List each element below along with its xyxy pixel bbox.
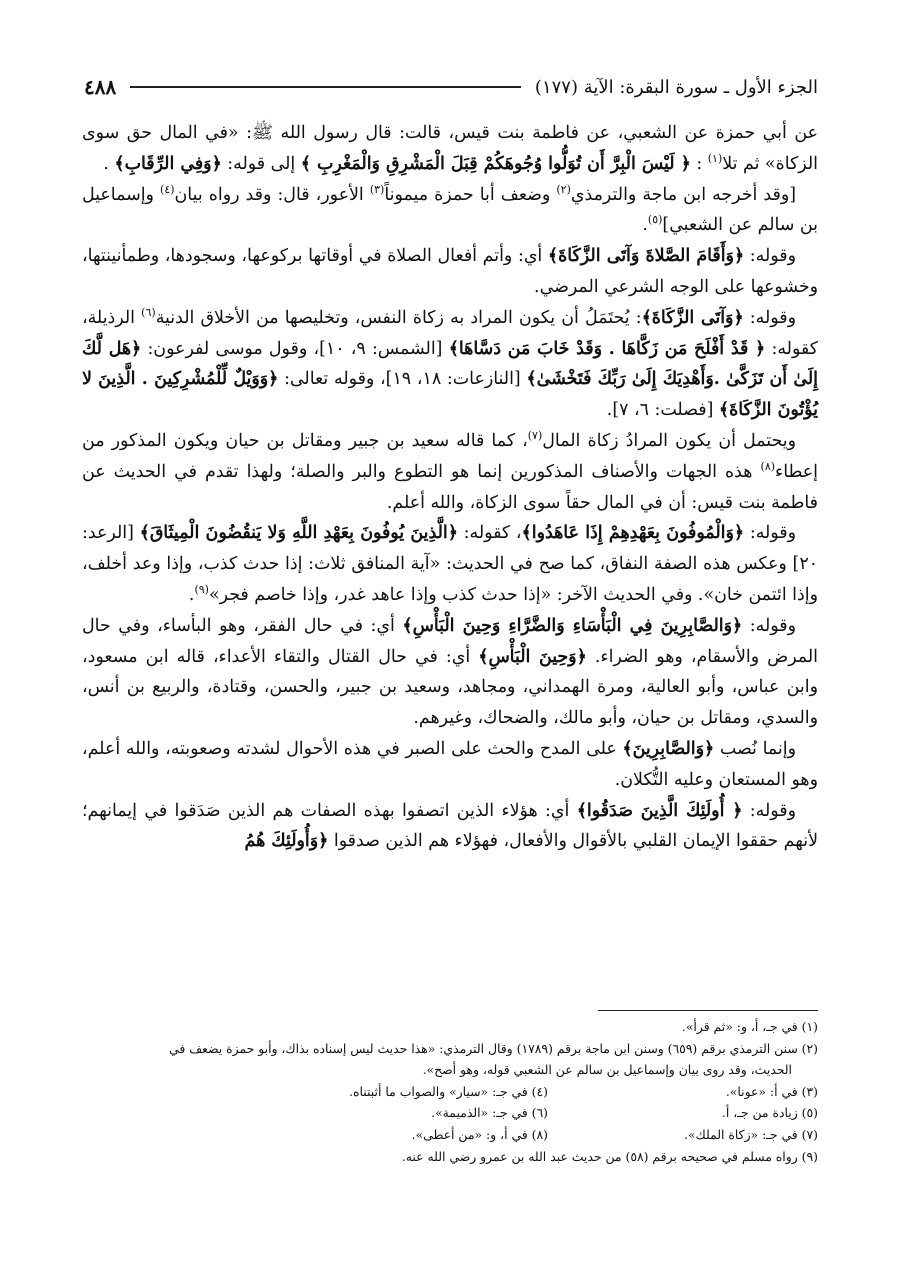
paragraph-5	[82, 426, 818, 518]
page-header	[84, 74, 818, 100]
paragraph-7	[82, 611, 818, 734]
quran-quote: ﴿ لَيْسَ الْبِرَّ أَن تُوَلُّوا وُجُوهَكُمْ قِبَلَ الْمَشْرِقِ وَالْمَغْرِبِ ﴾	[300, 153, 691, 174]
quran-quote: ﴿وَآتَى الزَّكَاةَ﴾	[641, 307, 744, 328]
paragraph-2	[82, 180, 818, 242]
text-run: الأعور، قال: وقد رواه بيان	[174, 184, 370, 205]
footnote-marker: (٨)	[760, 459, 776, 473]
quran-quote: ﴿وَأُولَئِكَ هُمُ	[244, 831, 329, 852]
quran-quote: ﴿وَحِينَ الْبَأْسِ﴾	[478, 646, 587, 667]
quran-quote: ﴿هَل لَّكَ إِلَىٰ أَن تَزَكَّىٰ .وَأَهْدِيَكَ إِلَىٰ رَبِّكَ فَتَخْشَىٰ﴾	[82, 338, 819, 390]
footnote-3: (٣) في أ: «عونا».	[725, 1083, 818, 1099]
text-run: عن أبي حمزة عن الشعبي، عن فاطمة بنت قيس، قالت: قال رسول الله ﷺ: «في المال حق سوى الزكاة» ثم تلا	[82, 123, 818, 174]
footnote-9: (٩) رواه مسلم في صحيحه برقم (٥٨) من حديث عبد الله بن عمرو رضي الله عنه.	[401, 1148, 818, 1164]
text-run: إلى قوله:	[221, 153, 301, 174]
text-run: [النازعات: ١٨، ١٩]، وقوله تعالى:	[278, 369, 527, 390]
text-run: وقوله:	[743, 307, 796, 328]
footnote-8: (٨) في أ، و: «من أعطى».	[411, 1126, 548, 1142]
quran-quote: ﴿وَالصَّابِرِينَ﴾	[622, 738, 715, 759]
footnote-marker: (٢)	[556, 182, 571, 196]
text-run: أي: في حال القتال والتقاء الأعداء، قاله ابن مسعود، وابن عباس، وأبو العالية، ومرة الهمداني، ومجاهد، وسعيد بن جبير، والحسن، وقتادة، والربيع بن أنس، والسدي، ومقاتل بن حيان، وأبو مالك، والضحاك، وغيرهم.	[82, 646, 818, 729]
footnote-marker: (٥)	[647, 213, 663, 227]
footnote-row	[82, 1102, 818, 1124]
paragraph-4	[82, 303, 818, 426]
text-run: وقوله:	[744, 523, 797, 544]
footnote-2-continued: الحديث، وقد روى بيان وإسماعيل بن سالم عن الشعبي قوله، وهو أصح».	[422, 1062, 792, 1078]
text-run: وقوله:	[742, 800, 796, 821]
footnotes	[82, 1016, 818, 1167]
text-run: ويحتمل أن يكون المرادُ زكاة المال	[542, 430, 796, 451]
quran-quote: ﴿وَفِي الرِّقَابِ﴾	[114, 153, 222, 174]
quran-quote: ﴿ قَدْ أَفْلَحَ مَن زَكَّاهَا . وَقَدْ خَابَ مَن دَسَّاهَا﴾	[448, 338, 766, 359]
text-run: وإنما نُصب	[714, 738, 796, 759]
text-run: هذه الجهات والأصناف المذكورين إنما هو التطوع والبر والصلة؛ ولهذا تقدم في الحديث عن فاطمة بنت قيس: أن في المال حقاً سوى الزكاة، والله أعلم.	[82, 461, 818, 513]
footnote-4: (٤) في جـ: «سيار» والصواب ما أثبتناه.	[349, 1083, 548, 1099]
text-run: : يُحتَمَلُ أن يكون المراد به زكاة النفس، وتخليصها من الأخلاق الدنية	[155, 307, 642, 328]
text-run: على المدح والحث على الصبر في هذه الأحوال لشدته وصعوبته، والله أعلم، وهو المستعان وعليه التُّكلان.	[82, 738, 818, 790]
main-text	[82, 118, 818, 857]
text-run: :	[690, 153, 708, 174]
text-run: أي: هؤلاء الذين اتصفوا بهذه الصفات هم الذين صَدَقوا في إيمانهم؛ لأنهم حققوا الإيمان القلبي بالأقوال والأفعال، فهؤلاء هم الذين صدقوا	[82, 800, 818, 852]
footnote-marker: (٣)	[369, 182, 385, 196]
text-run: أي: في حال الفقر، وهو البأساء، وفي حال المرض والأسقام، وهو الضراء.	[82, 615, 818, 667]
paragraph-8	[82, 734, 818, 796]
quran-quote: ﴿وَالصَّابِرِينَ فِي الْبَأْسَاءِ وَالضَّرَّاءِ وَحِينَ الْبَأْسِ﴾	[402, 615, 743, 636]
quran-quote: ﴿وَالْمُوفُونَ بِعَهْدِهِمْ إِذَا عَاهَدُوا﴾	[521, 523, 745, 544]
header-rule	[130, 86, 521, 88]
footnote-marker: (٧)	[527, 429, 543, 443]
footnote-marker: (٦)	[141, 305, 156, 319]
text-run: أي: وأتم أفعال الصلاة في أوقاتها بركوعها، وسجودها، وطمأنينتها، وخشوعها على الوجه الشرعي المرضي.	[82, 246, 818, 297]
paragraph-9	[82, 796, 818, 858]
footnote-marker: (٤)	[160, 182, 175, 196]
text-run: ، كقوله:	[457, 523, 522, 544]
text-run: ، كما قاله سعيد بن جبير ومقاتل بن حيان ويكون المذكور من إعطاء	[82, 430, 818, 482]
paragraph-6	[82, 518, 818, 610]
footnote-5: (٥) زيادة من جـ، أ.	[721, 1105, 818, 1121]
quran-quote: ﴿وَوَيْلٌ لِّلْمُشْرِكِينَ . الَّذِينَ لا يُؤْتُونَ الزَّكَاةَ﴾	[82, 369, 818, 421]
text-run: .	[103, 153, 115, 174]
text-run: وقوله:	[742, 615, 796, 636]
quran-quote: ﴿وَأَقَامَ الصَّلاةَ وَآتَى الزَّكَاةَ﴾	[547, 246, 745, 267]
page-number: ٤٨٨	[84, 75, 117, 99]
text-run: .	[642, 215, 648, 236]
footnote-marker: (١)	[707, 152, 723, 165]
paragraph-1	[82, 118, 818, 180]
text-run: [الرعد: ٢٠] وعكس هذه الصفة النفاق، كما صح في الحديث: «آية المنافق ثلاث: إذا حدث كذب، وإذا وعد أخلف، وإذا ائتمن خان». وفي الحديث الآخر: «إذا حدث كذب وإذا عاهد غدر، وإذا خاصم فجر»	[82, 523, 818, 605]
quran-quote: ﴿ أُولَئِكَ الَّذِينَ صَدَقُوا﴾	[576, 800, 743, 821]
text-run: [فصلت: ٦، ٧].	[606, 400, 719, 421]
footnote-row	[82, 1124, 818, 1146]
text-run: [وقد أخرجه ابن ماجة والترمذي	[570, 184, 797, 205]
footnote-1: (١) في جـ، أ، و: «ثم قرأ».	[681, 1019, 818, 1034]
footnote-6: (٦) في جـ: «الذميمة».	[431, 1105, 548, 1121]
text-run: .	[188, 584, 195, 605]
footnote-separator	[598, 1010, 818, 1011]
text-run: وقوله:	[744, 246, 796, 267]
quran-quote: ﴿الَّذِينَ يُوفُونَ بِعَهْدِ اللَّهِ وَلا يَنقُضُونَ الْمِيثَاقَ﴾	[139, 523, 458, 544]
text-run: وضعف أبا حمزة ميموناً	[384, 184, 557, 205]
running-title: الجزء الأول ـ سورة البقرة: الآية (١٧٧)	[534, 76, 818, 98]
text-run: الرذيلة، كقوله:	[82, 307, 819, 359]
footnote-row	[82, 1081, 818, 1103]
paragraph-3	[82, 241, 818, 303]
text-run: [الشمس: ٩، ١٠]، وقول موسى لفرعون:	[141, 338, 449, 359]
footnote-marker: (٩)	[194, 583, 209, 597]
footnote-2: (٢) سنن الترمذي برقم (٦٥٩) وسنن ابن ماجة برقم (١٧٨٩) وقال الترمذي: «هذا حديث ليس إسناده بذاك، وأبو حمزة يضعف في	[169, 1040, 818, 1056]
footnote-7: (٧) في جـ: «زكاة الملك».	[684, 1126, 818, 1142]
text-run: وإسماعيل بن سالم عن الشعبي]	[82, 184, 818, 236]
